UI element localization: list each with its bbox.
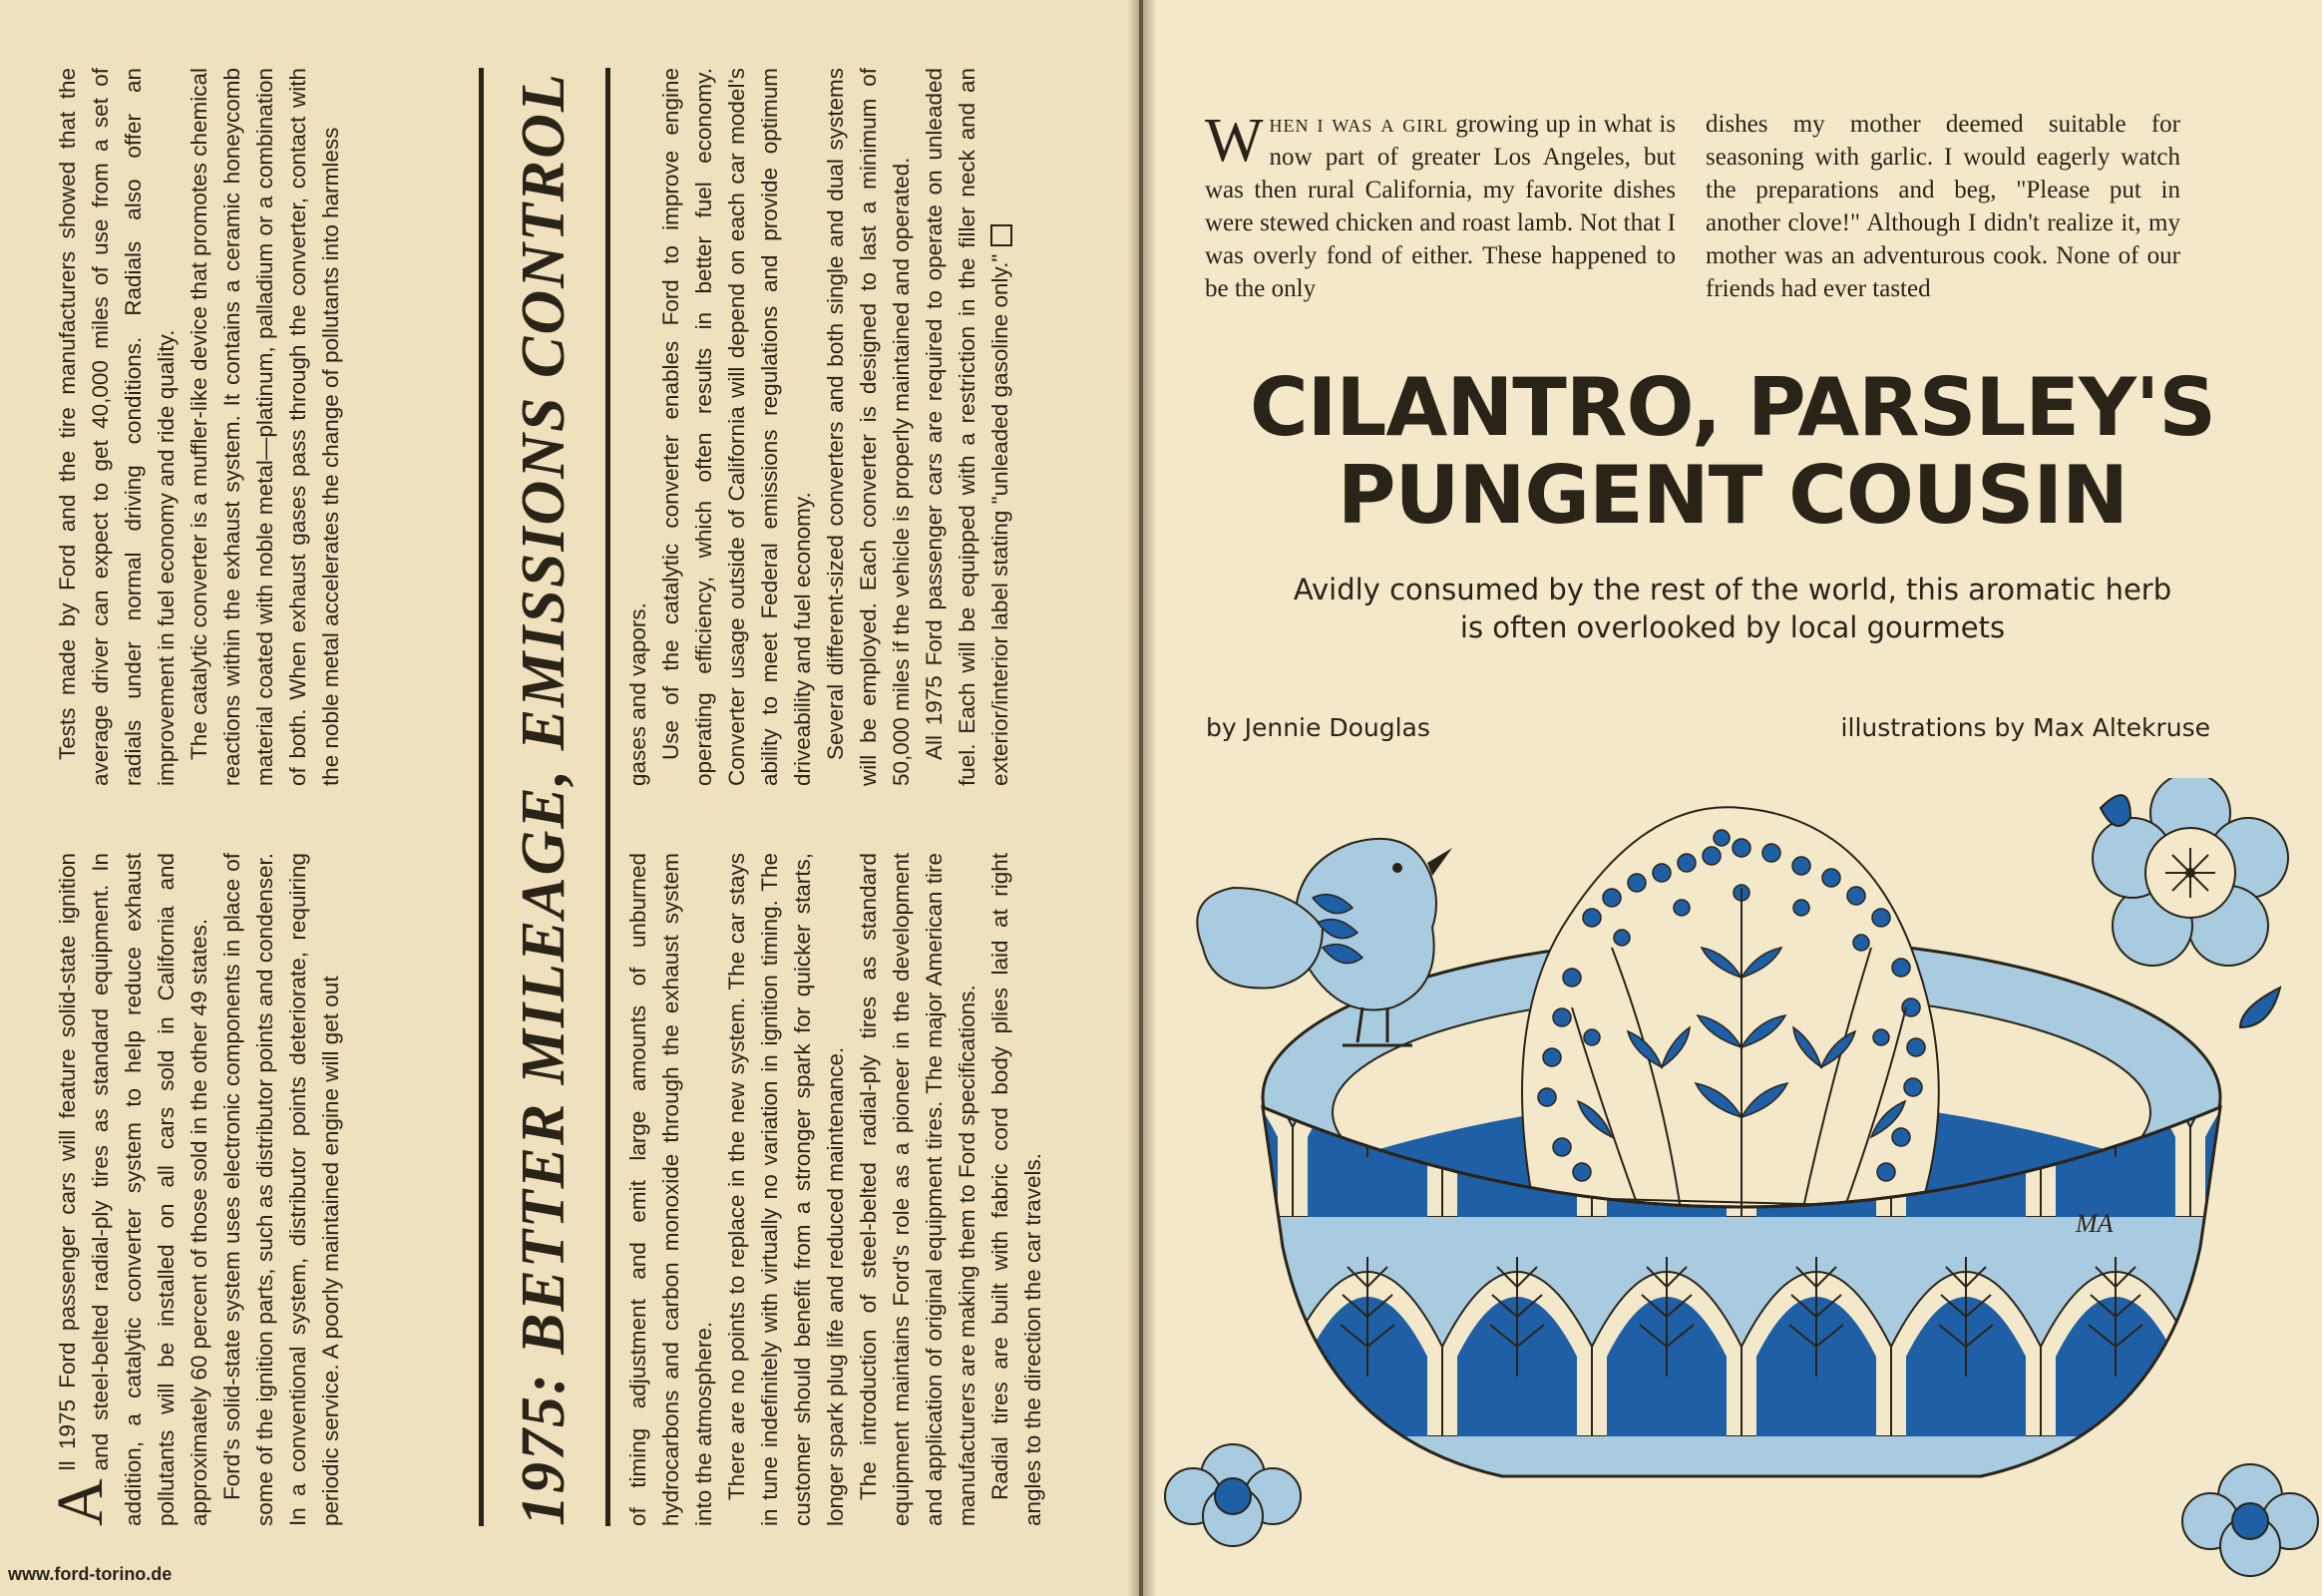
headline-rule-top [479, 68, 484, 1526]
paragraph: The introduction of steel-belted radial-ply tires as standard equipment maintains Ford's role as a pioneer in the development and application of original equipment tires. The major American tire manufacturers are making them to Ford specifications. [856, 853, 979, 1526]
illustrator-credit: illustrations by Max Altekruse [1840, 713, 2210, 742]
paragraph: of timing adjustment and emit large amounts of unburned hydrocarbons and carbon monoxide through the exhaust system into the atmosphere. [625, 853, 716, 1526]
intro-column-2: dishes my mother deemed suitable for seasoning with garlic. I would eagerly watch the preparations and beg, "Please put in another clove!" Although I didn't realize it, my mother was an adventurous cook. None of our friends had ever tasted [1706, 111, 2180, 302]
paragraph: Use of the catalytic converter enables Ford to improve engine operating efficiency, which often results in better fuel economy. Converter usage outside of California will depend on each car model's ability to meet Federal emissions regulations and provide optimum driveability and fuel economy. [658, 68, 815, 786]
paragraph: gases and vapors. [625, 602, 650, 786]
article-column-4 [621, 68, 1016, 786]
article-headline: 1975: BETTER MILEAGE, EMISSIONS CONTROL [510, 72, 578, 1526]
paragraph-text: All 1975 Ford passenger cars are required to operate on unleaded fuel. Each will be equipped with a restriction in the filler neck and an exterior/interior label stating "unleaded gasoline only." [922, 68, 1012, 786]
flower-icon [2093, 778, 2288, 1027]
paragraph [44, 853, 215, 1526]
paragraph: The catalytic converter is a muffler-like device that promotes chemical reactions within the exhaust system. It contains a ceramic honeycomb material coated with noble metal—platinum, palladium or a combination of both. When exhaust gases pass through the converter, contact with the noble metal accelerates the change of pollutants into harmless [187, 68, 343, 786]
article-column-2 [51, 68, 347, 786]
drop-cap: A [44, 1478, 117, 1526]
rotated-article [25, 28, 1112, 1544]
title-line: CILANTRO, PARSLEY'S [1249, 361, 2216, 454]
paragraph: Tests made by Ford and the tire manufacturers showed that the average driver can expect to get 40,000 miles of use from a set of radials under normal driving conditions. Radials also offer an improvement in fuel economy and ride quality. [55, 68, 179, 786]
flower-icon [1165, 1444, 1301, 1546]
drop-cap: W [1205, 107, 1264, 175]
headline-rule-bottom [605, 68, 610, 1526]
herb-bowl-illustration [1143, 778, 2322, 1596]
end-mark-icon [990, 224, 1012, 246]
subtitle-line: is often overlooked by local gourmets [1459, 610, 2006, 644]
paragraph: Several different-sized converters and both single and dual systems will be employed. Each converter is designed to last a minimum of 50,000 miles if the vehicle is properly maintained and operated. [823, 68, 914, 786]
paragraph: Ford's solid-state system uses electronic components in place of some of the ignition parts, such as distributor points and condenser. In a conventional system, distributor points deteriorate, requiring periodic service. A poorly maintained engine will get out [219, 853, 343, 1526]
left-page [0, 0, 1139, 1596]
article-column-1 [44, 853, 347, 1526]
paragraph [918, 68, 1016, 786]
herb-bush [1522, 807, 1939, 1217]
artist-signature: MA [2076, 1209, 2114, 1238]
intro-column-1 [1205, 108, 1676, 305]
article-subtitle [1143, 571, 2322, 646]
site-url: www.ford-torino.de [8, 1564, 173, 1584]
intro-lead-in: hen i was a girl [1269, 111, 1449, 138]
flower-icon [2182, 1464, 2318, 1576]
paragraph: Radial tires are built with fabric cord body plies laid at right angles to the direction the car travels. [987, 853, 1045, 1526]
paragraph: There are no points to replace in the new system. The car stays in tune indefinitely with virtually no variation in ignition timing. The customer should benefit from a stronger spark for quicker starts, longer spark plug life and reduced maintenance. [724, 853, 848, 1526]
title-line: PUNGENT COUSIN [1337, 449, 2128, 542]
article-title [1143, 361, 2322, 542]
author-byline: by Jennie Douglas [1206, 713, 1430, 742]
intro-text: growing up in what is now part of greater Los Angeles, but was then rural California, my favorite dishes were stewed chicken and roast lamb. Not that I was overly fond of either. These happened to be the only [1205, 111, 1676, 302]
right-page [1143, 0, 2322, 1596]
subtitle-line: Avidly consumed by the rest of the world, this aromatic herb [1293, 573, 2172, 606]
paragraph-text: ll 1975 Ford passenger cars will feature solid-state ignition and steel-belted radial-ply tires as standard equipment. In addition, a catalytic converter system to help reduce exhaust pollutants will be installed on all cars sold in California and approximately 60 percent of those sold in the other 49 states. [55, 853, 211, 1526]
page-gutter [1127, 0, 1157, 1596]
article-column-3 [621, 853, 1049, 1526]
